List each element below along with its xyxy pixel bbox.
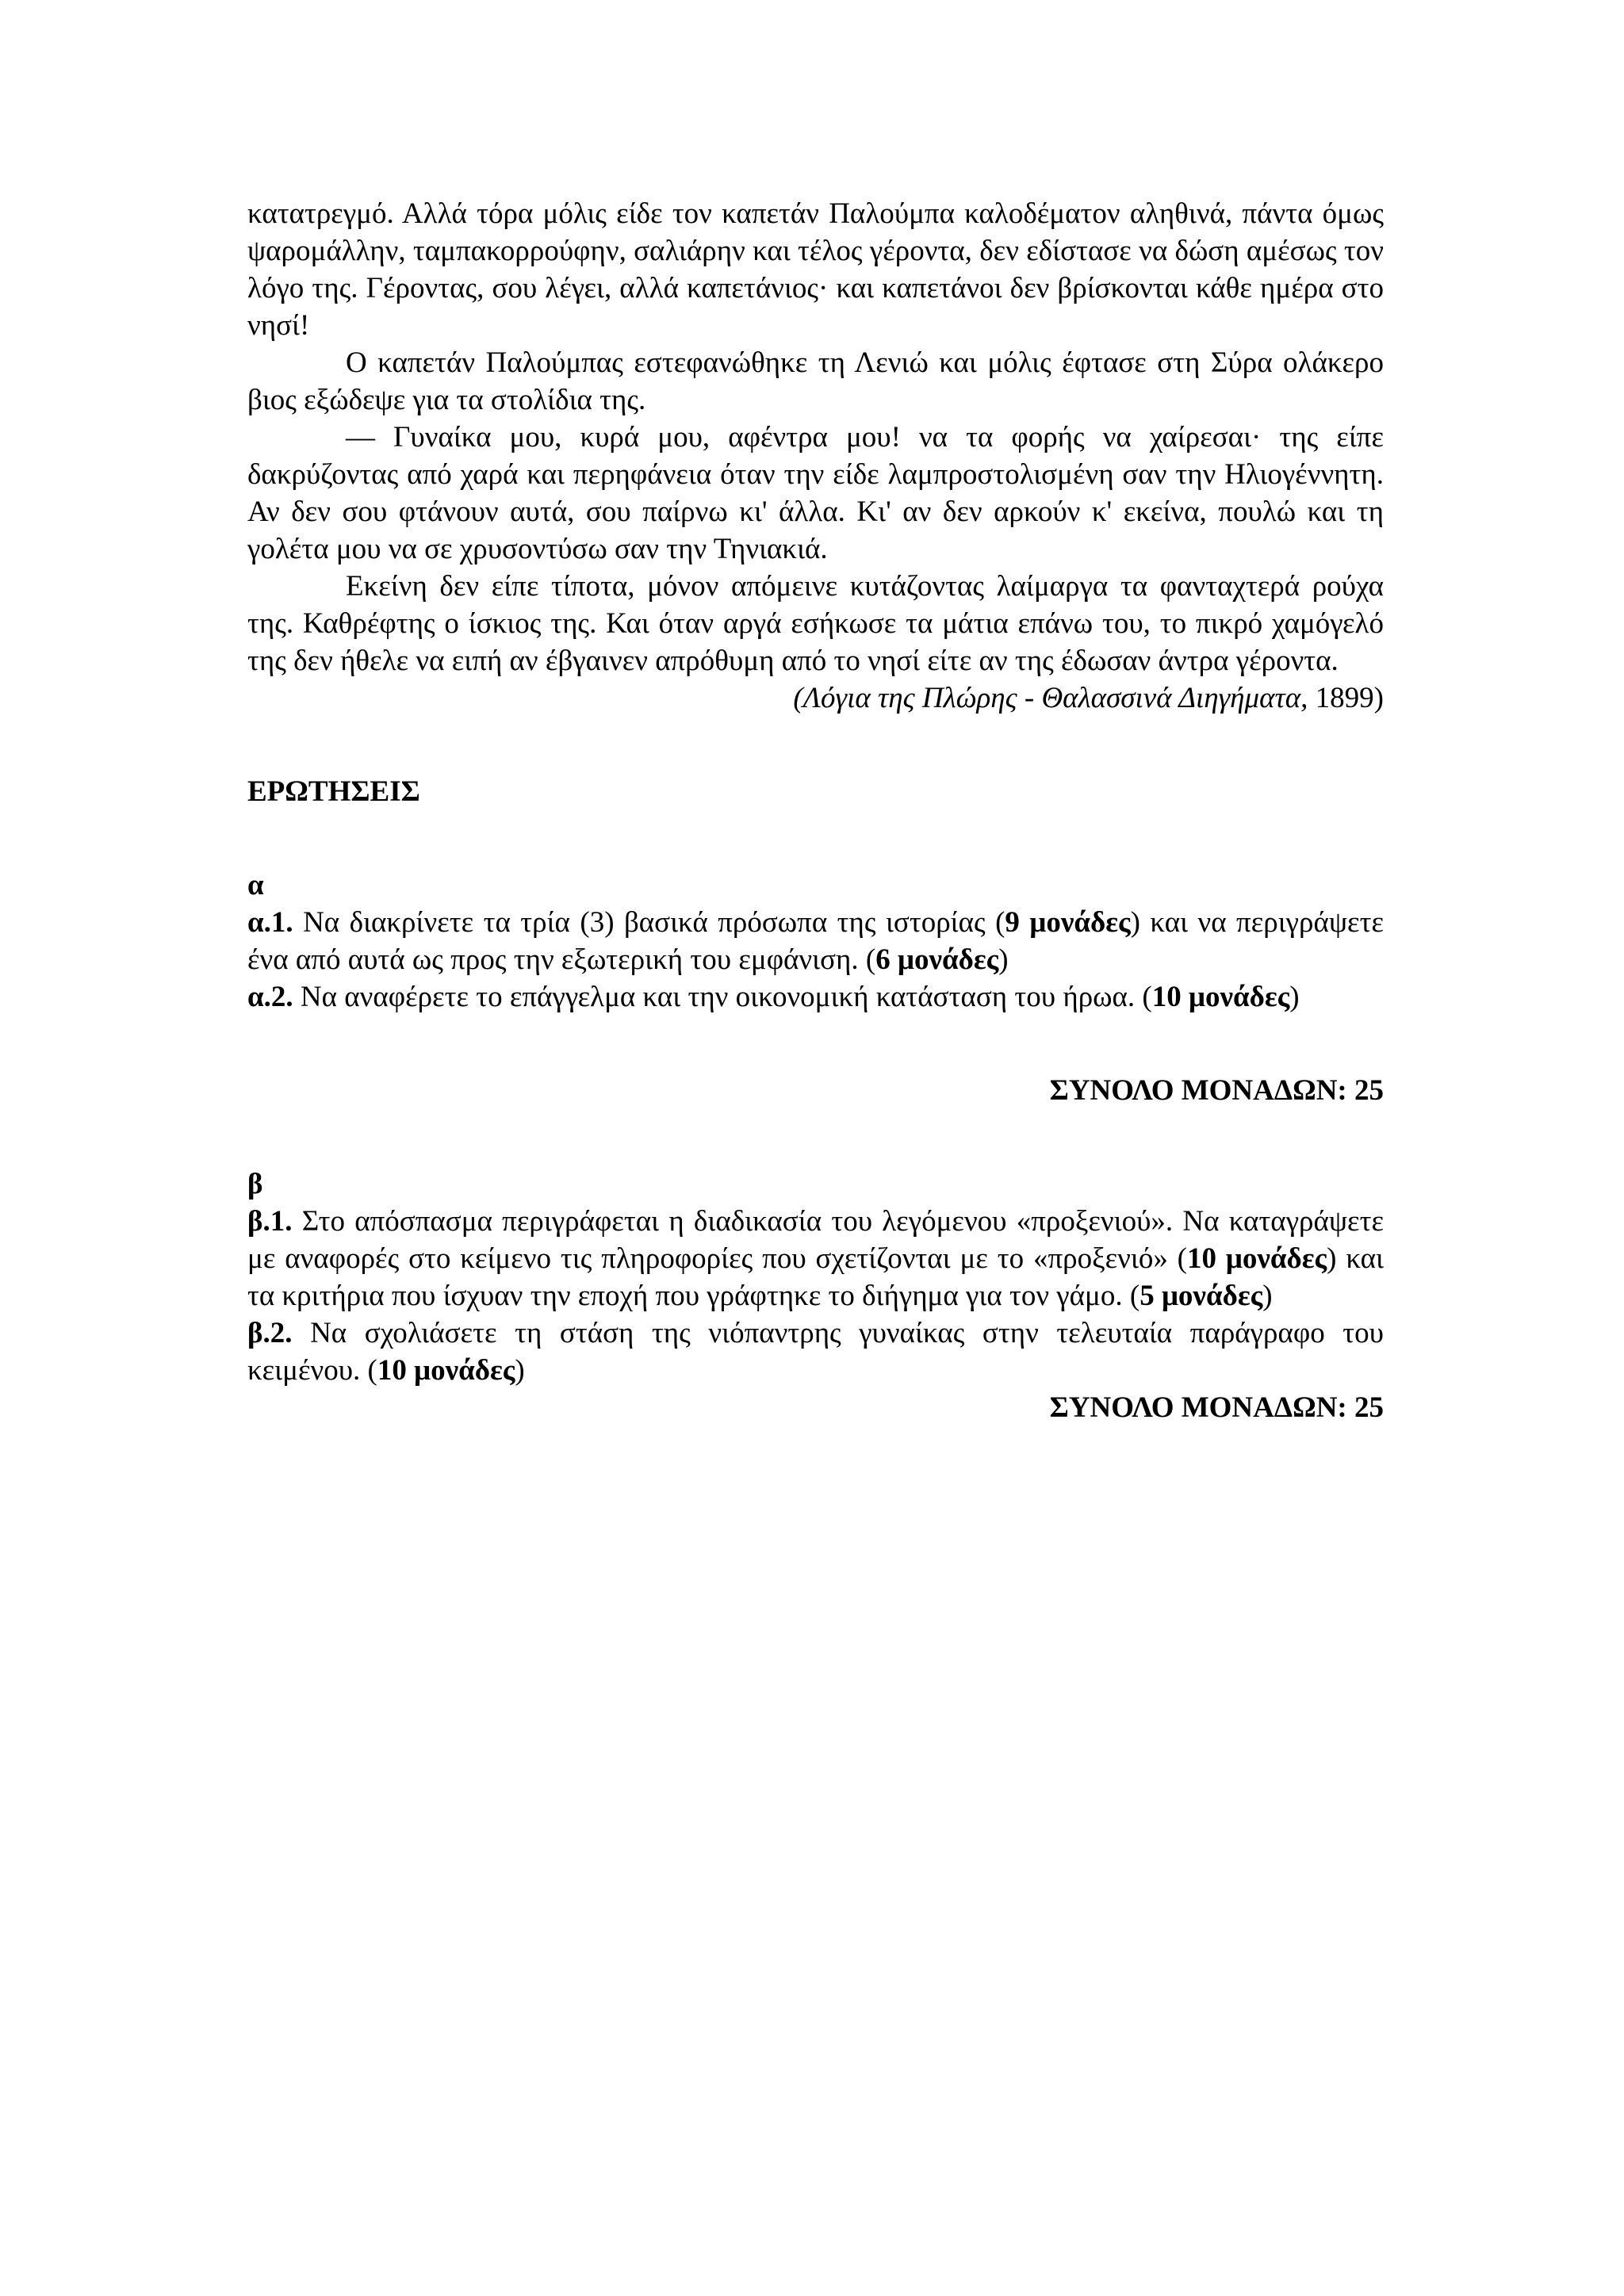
question-a1-points-2: 6 μονάδες bbox=[875, 943, 999, 976]
section-b-letter: β bbox=[247, 1168, 263, 1200]
question-a1-number: α.1. bbox=[247, 906, 293, 939]
question-a1-text-3: ) bbox=[998, 943, 1009, 976]
source-citation bbox=[247, 679, 1384, 717]
source-open: ( bbox=[793, 682, 803, 714]
passage-paragraph-4: Εκείνη δεν είπε τίποτα, μόνον απόμεινε κυτάζοντας λαίμαργα τα φανταχτερά ρούχα της. Καθρέφτης ο ίσκιος της. Και όταν αργά εσήκωσε τα μάτια επάνω του, το πικρό χαμόγελό της δεν ήθελε να ειπή αν έβγαινεν απρόθυμη από το νησί είτε αν της έδωσαν άντρα γέροντα. bbox=[247, 570, 1384, 677]
section-b-total: ΣΥΝΟΛΟ ΜΟΝΑΔΩΝ: 25 bbox=[1049, 1391, 1384, 1424]
question-a1-text-2: ) και να περιγράψετε ένα από αυτά ως προς την εξωτερική του εμφάνιση. ( bbox=[247, 906, 1384, 976]
source-collection: Θαλασσινά Διηγήματα, bbox=[1041, 682, 1308, 714]
question-b2-text-2: ) bbox=[515, 1354, 525, 1387]
question-a2-text-1: Να αναφέρετε το επάγγελμα και την οικονομική κατάσταση του ήρωα. ( bbox=[293, 981, 1152, 1013]
passage-paragraph-3: — Γυναίκα μου, κυρά μου, αφέντρα μου! να τα φορής να χαίρεσαι· της είπε δακρύζοντας από χαρά και περηφάνεια όταν την είδε λαμπροστολισμένη σαν την Ηλιογέννητη. Αν δεν σου φτάνουν αυτά, σου παίρνω κι' άλλα. Κι' αν δεν αρκούν κ' εκείνα, πουλώ και τη γολέτα μου να σε χρυσοντύσω σαν την Τηνιακιά. bbox=[247, 421, 1384, 565]
section-a-letter: α bbox=[247, 869, 264, 901]
question-b1-number: β.1. bbox=[247, 1205, 293, 1238]
question-b1-text-2: ) και τα κριτήρια που ίσχυαν την εποχή που γράφτηκε το διήγημα για τον γάμο. ( bbox=[247, 1242, 1384, 1312]
source-dash: - bbox=[1017, 682, 1042, 714]
question-b1-text-3: ) bbox=[1262, 1280, 1273, 1312]
question-b2 bbox=[247, 1314, 1384, 1389]
questions-heading: ΕΡΩΤΗΣΕΙΣ bbox=[247, 775, 420, 808]
question-a2 bbox=[247, 978, 1384, 1016]
question-b1-points-1: 10 μονάδες bbox=[1187, 1242, 1327, 1275]
source-year: 1899) bbox=[1308, 682, 1384, 714]
question-b2-text-1: Να σχολιάσετε τη στάση της νιόπαντρης γυναίκας στην τελευταία παράγραφο του κειμένου. ( bbox=[247, 1317, 1384, 1387]
passage-paragraph-2: Ο καπετάν Παλούμπας εστεφανώθηκε τη Λενιώ και μόλις έφτασε στη Σύρα ολάκερο βιος εξώδεψε για τα στολίδια της. bbox=[247, 346, 1384, 416]
question-a1-text-1: Να διακρίνετε τα τρία (3) βασικά πρόσωπα της ιστορίας ( bbox=[293, 906, 1005, 939]
question-a1 bbox=[247, 904, 1384, 978]
question-b2-number: β.2. bbox=[247, 1317, 293, 1349]
question-a2-number: α.2. bbox=[247, 981, 293, 1013]
section-a-total: ΣΥΝΟΛΟ ΜΟΝΑΔΩΝ: 25 bbox=[1049, 1074, 1384, 1107]
question-a1-points-1: 9 μονάδες bbox=[1005, 906, 1131, 939]
question-a2-text-2: ) bbox=[1289, 981, 1300, 1013]
question-b1-points-2: 5 μονάδες bbox=[1139, 1280, 1263, 1312]
question-b1 bbox=[247, 1203, 1384, 1314]
source-work: Λόγια της Πλώρης bbox=[802, 682, 1017, 714]
question-a2-points-1: 10 μονάδες bbox=[1151, 981, 1290, 1013]
question-b1-text-1: Στο απόσπασμα περιγράφεται η διαδικασία του λεγόμενου «προξενιού». Να καταγράψετε με αναφορές στο κείμενο τις πληροφορίες που σχετίζονται με το «προξενιό» ( bbox=[247, 1205, 1384, 1275]
document-body bbox=[247, 195, 1384, 1426]
passage-paragraph-1: κατατρεγμό. Αλλά τόρα μόλις είδε τον καπετάν Παλούμπα καλοδέματον αληθινά, πάντα όμως ψαρομάλλην, ταμπακορρούφην, σαλιάρην και τέλος γέροντα, δεν εδίστασε να δώση αμέσως τον λόγο της. Γέροντας, σου λέγει, αλλά καπετάνιος· και καπετάνοι δεν βρίσκονται κάθε ημέρα στο νησί! bbox=[247, 197, 1384, 342]
question-b2-points-1: 10 μονάδες bbox=[377, 1354, 515, 1387]
